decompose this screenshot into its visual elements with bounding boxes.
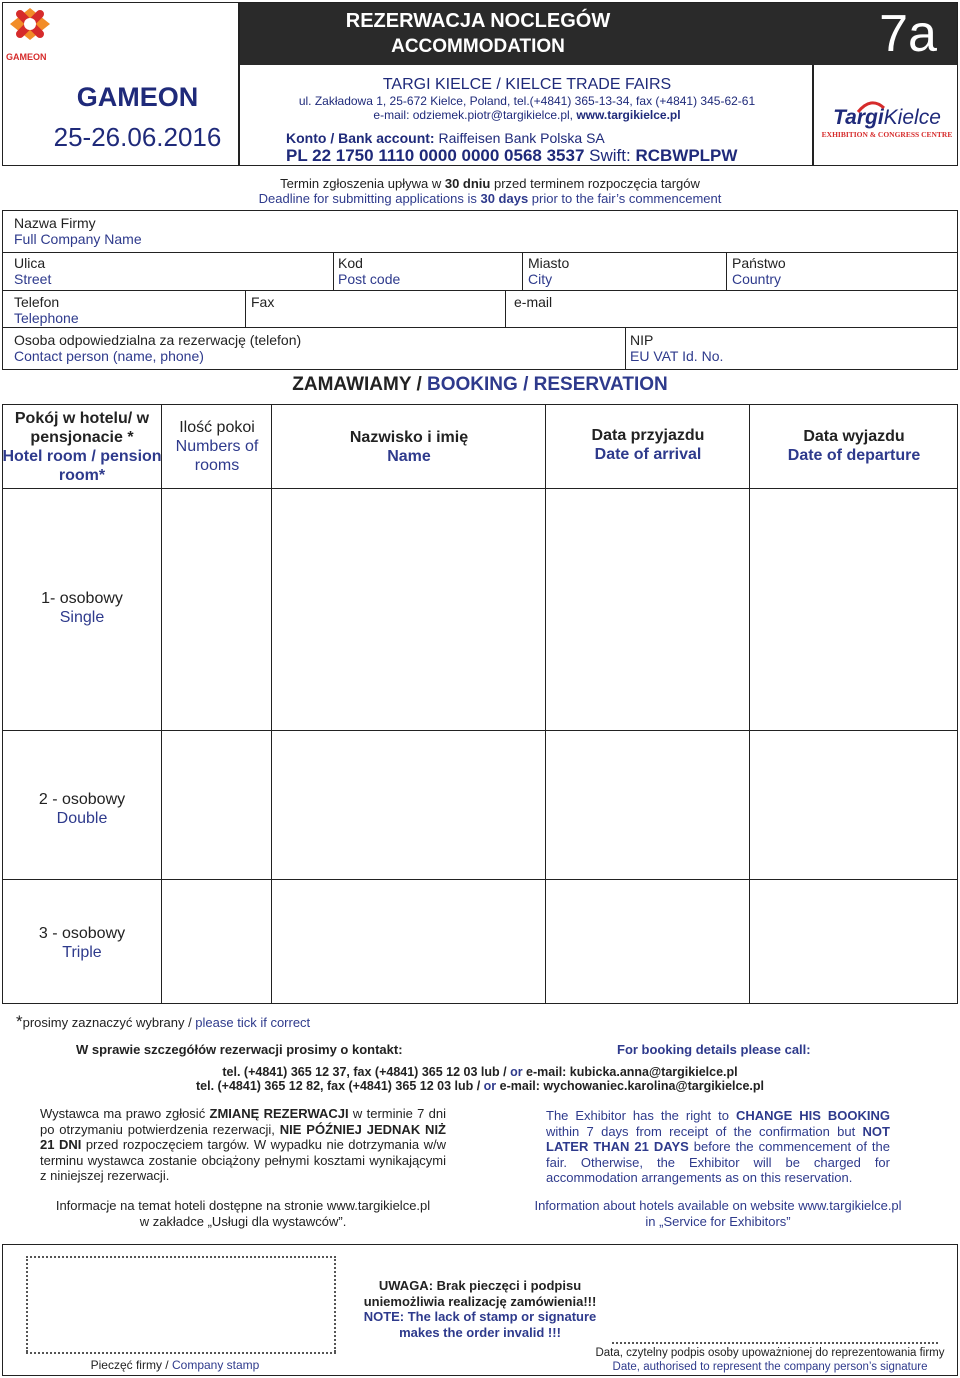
row-double[interactable] xyxy=(2,790,162,828)
booking-title-pl: ZAMAWIAMY / xyxy=(292,374,428,395)
signature-line[interactable] xyxy=(612,1342,938,1344)
col-arrival-pl: Data przyjazdu xyxy=(591,427,705,444)
booking-title-en: BOOKING / RESERVATION xyxy=(427,374,668,395)
label-city-en: City xyxy=(528,271,553,287)
signature-label-pl: Data, czytelny podpis osoby upoważnionej do reprezentowania firmy xyxy=(595,1347,945,1359)
booking-title xyxy=(240,374,720,396)
label-fax: Fax xyxy=(251,294,275,310)
col-header-departure xyxy=(750,427,958,465)
contact-2-email[interactable]: e-mail: wychowaniec.karolina@targikielce.pl xyxy=(496,1079,765,1093)
col-line-1 xyxy=(161,404,162,1004)
label-contact-en: Contact person (name, phone) xyxy=(14,348,204,364)
iban-line xyxy=(286,146,737,166)
row-single-en: Single xyxy=(59,609,105,626)
rules-en xyxy=(546,1108,890,1186)
deadline-pl-c: przed terminem rozpoczęcia targów xyxy=(490,176,700,191)
divider-nip xyxy=(625,327,626,369)
stamp-box-bottom xyxy=(26,1352,336,1354)
divider-email xyxy=(505,290,506,327)
organizer-name: TARGI KIELCE / KIELCE TRADE FAIRS xyxy=(382,76,672,93)
field-contact-person[interactable] xyxy=(14,332,301,364)
contact-line-2 xyxy=(150,1079,810,1093)
signature-label xyxy=(582,1346,958,1374)
contact-2-phone: tel. (+4841) 365 12 82, fax (+4841) 365 12 03 lub / xyxy=(195,1079,484,1093)
label-country-en: Country xyxy=(732,271,782,287)
divider-city xyxy=(522,252,523,290)
stamp-label-pl: Pieczęć firmy / xyxy=(90,1358,172,1372)
gameon-logo-icon xyxy=(6,6,54,62)
deadline-pl-days: 30 dniu xyxy=(444,176,491,191)
contact-heading-en: For booking details please call: xyxy=(617,1042,811,1057)
row-double-pl: 2 - osobowy xyxy=(38,791,126,808)
rules-pl-4: NIE PÓŹNIEJ JEDNAK NIŻ 21 DNI xyxy=(40,1121,446,1152)
event-dates: 25-26.06.2016 xyxy=(53,122,222,152)
warning-note xyxy=(330,1278,630,1340)
iban: PL 22 1750 1110 0000 0000 0568 3537 xyxy=(286,146,585,165)
row-single[interactable] xyxy=(2,589,162,627)
row-double-en: Double xyxy=(56,810,108,827)
col-header-count xyxy=(162,418,272,475)
organizer-email-text: e-mail: odziemek.piotr@targikielce.pl, xyxy=(373,108,577,122)
row-triple-pl: 3 - osobowy xyxy=(38,925,126,942)
hotel-info-pl xyxy=(40,1198,446,1229)
divider-fax xyxy=(245,290,246,327)
organizer-website-link[interactable]: www.targikielce.pl xyxy=(576,108,681,122)
divider-row3 xyxy=(2,327,958,328)
col-line-4 xyxy=(749,404,750,1004)
col-header-name xyxy=(272,428,546,466)
col-room-pl: Pokój w hotelu/ w pensjonacie * xyxy=(14,410,150,446)
footnote-star: * xyxy=(16,1012,23,1031)
event-name: GAMEON xyxy=(76,82,199,112)
gameon-logo-text: GAMEON xyxy=(6,52,47,62)
warn-pl-text: Brak pieczęci i podpisu xyxy=(433,1278,582,1293)
col-departure-en: Date of departure xyxy=(787,447,921,464)
divider-row1 xyxy=(2,252,958,253)
contact-2-or: or xyxy=(483,1079,497,1093)
col-line-3 xyxy=(545,404,546,1004)
contact-1-or: or xyxy=(510,1065,523,1079)
hotel-info-pl-1: Informacje na temat hoteli dostępne na stronie www.targikielce.pl xyxy=(55,1198,431,1213)
row-line-2 xyxy=(2,879,958,880)
field-country[interactable] xyxy=(732,255,786,287)
col-count-en: Numbers of rooms xyxy=(175,438,259,474)
row-single-pl: 1- osobowy xyxy=(41,590,123,607)
title-en: ACCOMMODATION xyxy=(391,36,565,57)
hotel-info-en-1: Information about hotels available on website www.targikielce.pl xyxy=(534,1198,902,1213)
col-arrival-en: Date of arrival xyxy=(594,446,702,463)
deadline-en-c: prior to the fair’s commencement xyxy=(528,191,722,206)
contact-1-phone: tel. (+4841) 365 12 37, fax (+4841) 365 12 03 lub / xyxy=(222,1065,511,1079)
deadline-en xyxy=(220,191,760,206)
title-pl: REZERWACJA NOCLEGÓW xyxy=(345,10,611,32)
label-street-pl: Ulica xyxy=(14,255,46,271)
bank-label-pl: Konto / xyxy=(286,130,339,146)
label-street-en: Street xyxy=(14,271,52,287)
booking-table xyxy=(2,404,958,1004)
form-number: 7a xyxy=(879,5,937,63)
label-country-pl: Państwo xyxy=(732,255,786,271)
field-nip[interactable] xyxy=(630,332,723,364)
label-company-name-en: Full Company Name xyxy=(14,231,142,247)
label-phone-en: Telephone xyxy=(14,310,79,326)
contact-heading-pl: W sprawie szczegółów rezerwacji prosimy o kontakt: xyxy=(76,1042,403,1057)
targi-kielce-logo-icon xyxy=(820,104,954,139)
row-triple[interactable] xyxy=(2,924,162,962)
col-name-pl: Nazwisko i imię xyxy=(349,429,469,446)
hotel-info-pl-2: w zakładce „Usługi dla wystawców”. xyxy=(139,1213,347,1229)
rules-en-1: The Exhibitor has the right to xyxy=(546,1108,736,1123)
col-departure-pl: Data wyjazdu xyxy=(803,428,905,445)
hotel-info-en xyxy=(520,1198,916,1229)
rules-en-2: CHANGE HIS BOOKING xyxy=(735,1108,891,1123)
label-city-pl: Miasto xyxy=(528,255,570,271)
deadline-pl-a: Termin zgłoszenia upływa w xyxy=(280,176,445,191)
deadline-pl xyxy=(240,176,740,191)
rules-pl-2: ZMIANĘ REZERWACJI xyxy=(209,1106,349,1121)
divider-row2 xyxy=(2,290,958,291)
label-email: e-mail xyxy=(514,294,553,310)
field-company-name[interactable] xyxy=(14,215,142,247)
rules-pl-5: przed rozpoczęciem targów. W wypadku nie dotrzymania w/w terminu wystawca zostanie obciążony pełnymi kosztami wynikającymi z niniejszej rezerwacji. xyxy=(40,1137,446,1183)
col-line-2 xyxy=(271,404,272,1004)
warn-en-text: NOTE: The lack of stamp or signature xyxy=(363,1309,597,1324)
company-stamp-area[interactable] xyxy=(28,1258,332,1350)
contact-1-email[interactable]: e-mail: kubicka.anna@targikielce.pl xyxy=(522,1065,738,1079)
field-post-code[interactable] xyxy=(338,255,400,287)
col-name-en: Name xyxy=(387,448,431,465)
col-header-arrival xyxy=(546,426,750,464)
deadline-en-days: 30 days xyxy=(480,191,529,206)
rules-en-3: within 7 days from receipt of the confirmation but xyxy=(546,1123,863,1139)
label-phone-pl: Telefon xyxy=(14,294,60,310)
field-street[interactable] xyxy=(14,255,51,287)
brand-targi: Targi xyxy=(833,106,884,129)
label-post-en: Post code xyxy=(338,271,401,287)
label-post-pl: Kod xyxy=(338,255,363,271)
stamp-label-en: Company stamp xyxy=(171,1358,260,1372)
divider-post xyxy=(333,252,334,290)
footnote-pl: prosimy zaznaczyć wybrany / xyxy=(22,1015,196,1030)
row-line-head xyxy=(2,488,958,489)
brand-subtitle: EXHIBITION & CONGRESS CENTRE xyxy=(821,130,953,139)
warn-pl-text-2: uniemożliwia realizację zamówienia!!! xyxy=(363,1293,597,1309)
divider-row4 xyxy=(2,369,958,370)
bank-name: Raiffeisen Bank Polska SA xyxy=(434,130,605,146)
label-nip-pl: NIP xyxy=(630,332,654,348)
rules-pl xyxy=(40,1106,446,1184)
col-header-room xyxy=(2,409,162,485)
footnote-en: please tick if correct xyxy=(195,1015,311,1030)
col-count-pl: Ilość pokoi xyxy=(179,419,255,436)
footnote xyxy=(16,1012,310,1032)
swift-code: RCBWPLPW xyxy=(635,146,738,165)
field-email[interactable] xyxy=(514,294,552,310)
deadline-en-a: Deadline for submitting applications is xyxy=(258,191,481,206)
stamp-label xyxy=(60,1358,290,1372)
label-contact-pl: Osoba odpowiedzialna za rezerwację (telefon) xyxy=(14,332,302,348)
hotel-info-en-2: in „Service for Exhibitors” xyxy=(645,1213,791,1229)
rules-pl-3: w terminie 7 dni po otrzymaniu potwierdzenia rezerwacji, xyxy=(40,1106,447,1137)
field-city[interactable] xyxy=(528,255,569,287)
organizer-email xyxy=(240,108,814,122)
divider-country xyxy=(726,252,727,290)
signature-label-en: Date, authorised to represent the company person’s signature xyxy=(612,1361,928,1373)
bank-account-line xyxy=(286,130,605,146)
swift-label: Swift: xyxy=(584,146,636,165)
warn-en-text-2: makes the order invalid !!! xyxy=(399,1324,561,1340)
label-nip-en: EU VAT Id. No. xyxy=(630,348,724,364)
divider-top xyxy=(2,210,958,211)
row-line-1 xyxy=(2,730,958,731)
rules-pl-1: Wystawca ma prawo zgłosić xyxy=(40,1106,210,1121)
warn-pl-label: UWAGA: xyxy=(378,1278,434,1293)
bank-label-en: Bank account: xyxy=(338,130,435,146)
rules-en-5: before the commencement of the fair. Otherwise, the Exhibitor will be charged for accommodation arrangements as on this reservation. xyxy=(546,1139,890,1185)
rules-en-4: NOT LATER THAN 21 DAYS xyxy=(546,1123,890,1154)
field-telephone[interactable] xyxy=(14,294,79,326)
field-fax[interactable] xyxy=(251,294,274,310)
organizer-address: ul. Zakładowa 1, 25-672 Kielce, Poland, tel.(+4841) 365-13-34, fax (+4841) 345-62-61 xyxy=(298,94,756,108)
contact-line-1 xyxy=(150,1065,810,1079)
label-company-name-pl: Nazwa Firmy xyxy=(14,215,96,231)
brand-kielce: Kielce xyxy=(883,106,941,129)
row-triple-en: Triple xyxy=(62,944,102,961)
col-room-en: Hotel room / pension room* xyxy=(2,448,162,484)
